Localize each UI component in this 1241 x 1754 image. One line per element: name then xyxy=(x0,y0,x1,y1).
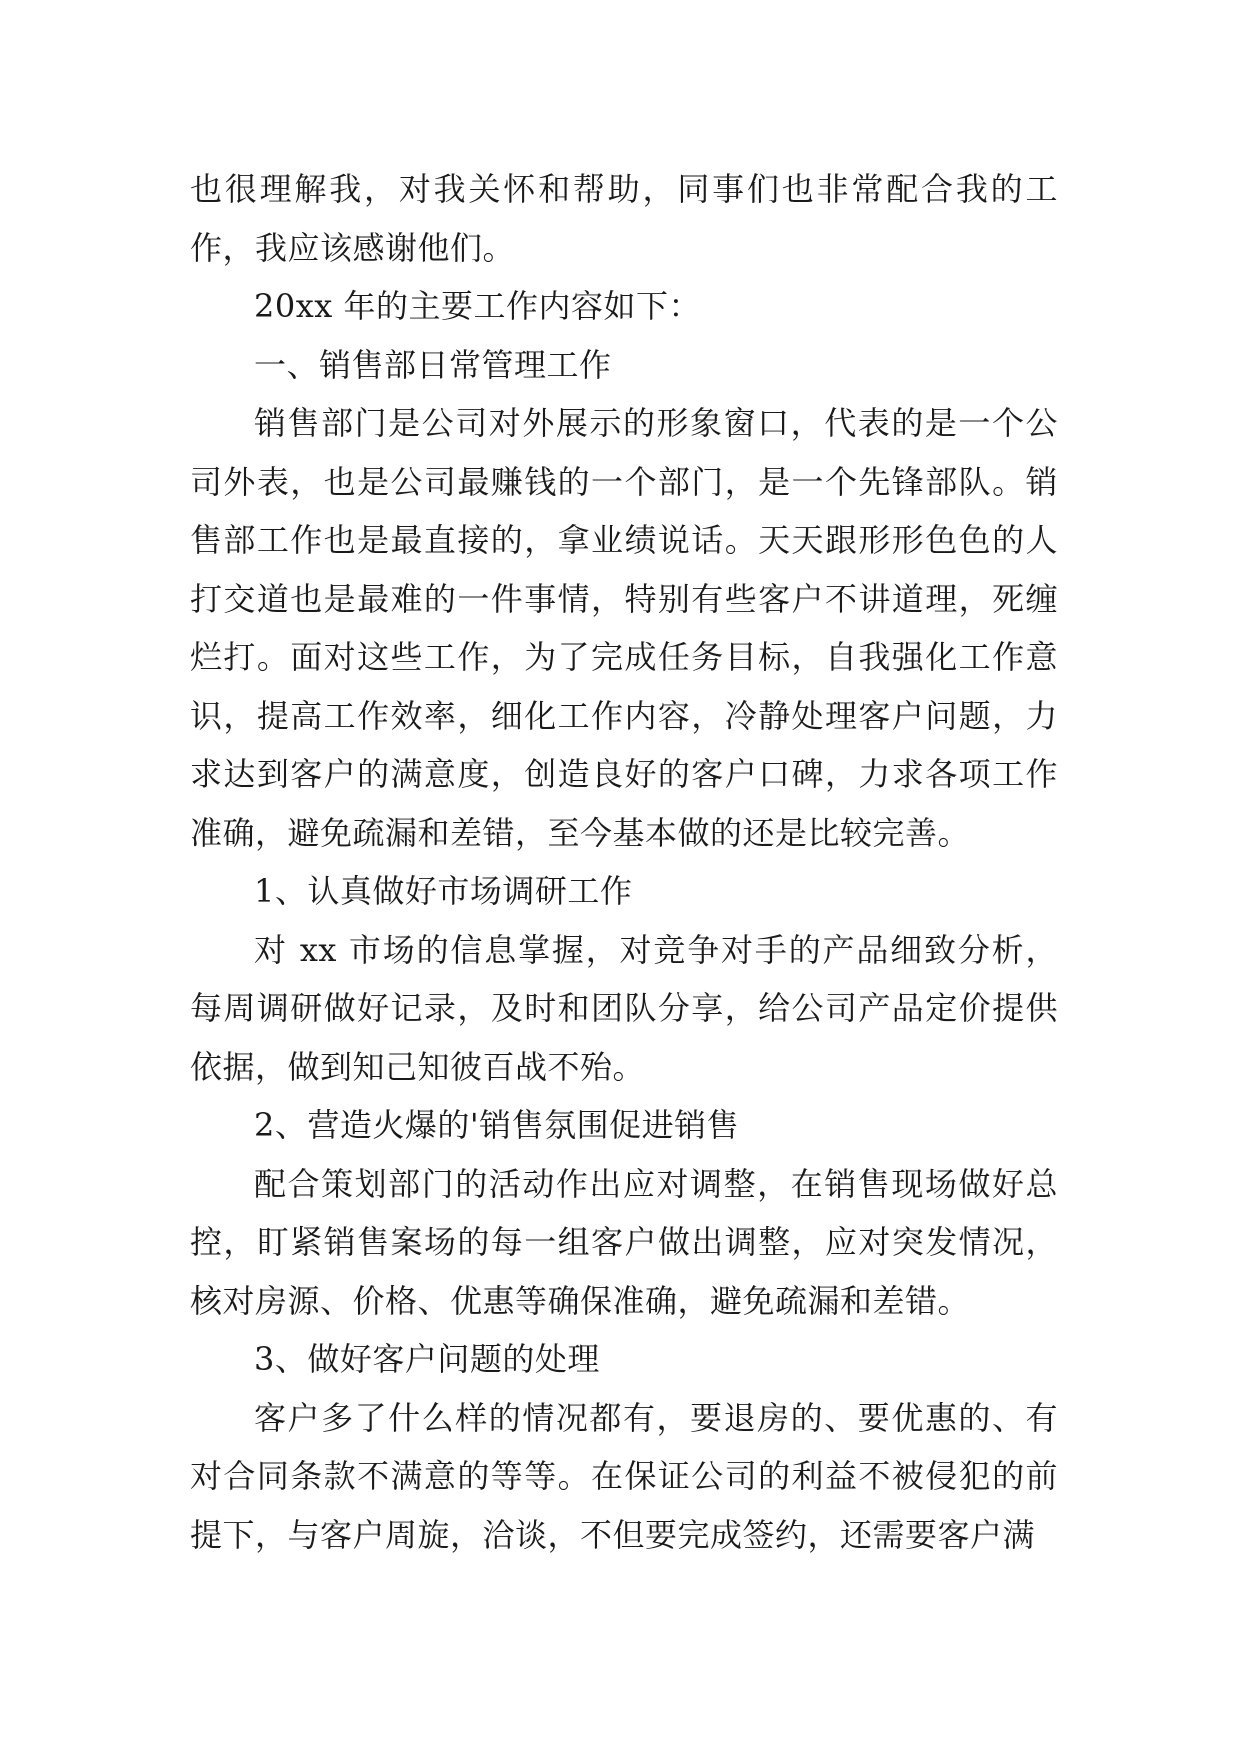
paragraph-sales-atmosphere: 配合策划部门的活动作出应对调整，在销售现场做好总控，盯紧销售案场的每一组客户做出调整，应对突发情况，核对房源、价格、优惠等确保准确，避免疏漏和差错。 xyxy=(190,1164,1058,1320)
subheading-sales-atmosphere: 2、营造火爆的'销售氛围促进销售 xyxy=(254,1106,740,1144)
document-page xyxy=(190,160,1058,1564)
paragraph-continuation: 也很理解我，对我关怀和帮助，同事们也非常配合我的工作，我应该感谢他们。 xyxy=(190,170,1058,267)
paragraph-market-research: 对 xx 市场的信息掌握，对竞争对手的产品细致分析，每周调研做好记录，及时和团队分享，给公司产品定价提供依据，做到知己知彼百战不殆。 xyxy=(190,930,1058,1086)
subheading-customer-issues: 3、做好客户问题的处理 xyxy=(254,1340,600,1378)
section-heading-1: 一、销售部日常管理工作 xyxy=(254,345,612,384)
paragraph-customer-issues: 客户多了什么样的情况都有，要退房的、要优惠的、有对合同条款不满意的等等。在保证公司的利益不被侵犯的前提下，与客户周旋，洽谈，不但要完成签约，还需要客户满 xyxy=(190,1398,1058,1554)
subheading-market-research: 1、认真做好市场调研工作 xyxy=(254,872,633,910)
paragraph-sales-dept: 销售部门是公司对外展示的形象窗口，代表的是一个公司外表，也是公司最赚钱的一个部门，是一个先锋部队。销售部工作也是最直接的，拿业绩说话。天天跟形形色色的人打交道也是最难的一件事情，特别有些客户不讲道理，死缠烂打。面对这些工作，为了完成任务目标，自我强化工作意识，提高工作效率，细化工作内容，冷静处理客户问题，力求达到客户的满意度，创造良好的客户口碑，力求各项工作准确，避免疏漏和差错，至今基本做的还是比较完善。 xyxy=(190,404,1058,852)
paragraph-intro: 20xx 年的主要工作内容如下： xyxy=(254,287,701,325)
